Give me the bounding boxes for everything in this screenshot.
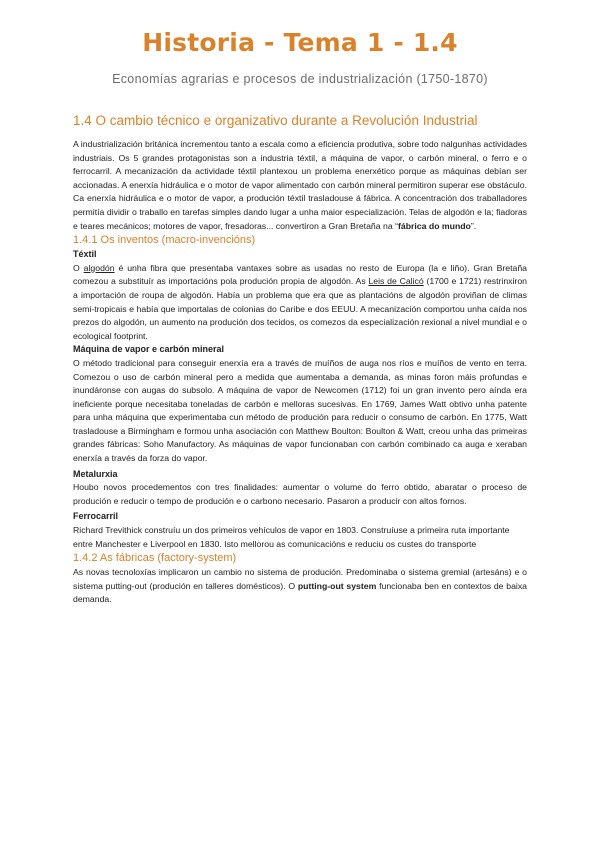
link-algodon[interactable]: algodón [83,262,115,273]
fabricas-text-a: As novas tecnoloxías implicaron un cambio no sistema de produción. Predominaba o sistema gremial (artesáns) e o sistema putting-out (produción en talleres domésticos). O [73,567,527,591]
heading-ferrocarril: Ferrocarril [73,511,119,522]
paragraph-metalurxia: Houbo novos procedementos con tres finalidades: aumentar o volume do ferro obtido, abaratar o proceso de produción e reducir o tempo de produción e o carbono necesario. Pasaron a producir con altos fornos. [73,482,527,506]
heading-metalurxia: Metalurxia [73,468,118,479]
heading-vapor: Máquina de vapor e carbón mineral [73,344,225,355]
page-subtitle: Economías agrarias e procesos de industrialización (1750-1870) [112,72,488,86]
paragraph-vapor: O método tradicional para conseguir enerxía era a través de muíños de auga nos ríos e muíños de vento en terra. Comezou o uso de carbón mineral pero a medida que aumentaba a demanda, as minas foron máis profundas e inundáronse con augas do subsolo. A máquina de vapor de Newcomen (1712) foi un gran invento pero aínda era ineficiente porque necesitaba toneladas de carbón e melloras sucesivas. En 1769, James Watt obtivo unha patente para unha máquina que experimentaba cun método de produción para reducir o consumo de carbón. En 1775, Watt trasladouse a Birmingham e formou unha asociación con Matthew Boulton: Boulton & Watt, creou unha das primeiras grandes fábricas: Soho Manufactory. As máquinas de vapor funcionaban con carbón combinado ca auga e xeraban enerxía a través da forza do vapor. [73,357,527,464]
link-leis-calico[interactable]: Leis de Calicó [368,276,424,287]
heading-textil: Téxtil [73,249,97,260]
fabricas-text-b: funcionaba ben en contextos de baixa demanda. [73,580,528,605]
intro-bold-phrase: fábrica do mundo [397,220,471,231]
section-heading: 1.4 O cambio técnico e organizativo durante a Revolución Industrial [73,113,478,128]
textil-text-c: (1700 e 1721) restrinxiron a importación de roupa de algodón. Había un problema que era que as plantacións de algodón proviñan de climas semi-tropicais e había que importalas de colonias do Caribe e dos EEUU. A mecanización comportou unha caída nos prezos do algodón, un aumento na produción dos tecidos, os comezos da especialización rexional a nivel mundial e o ecological footprint. [73,276,527,341]
paragraph-textil [73,262,527,344]
intro-text: A industrialización británica incrementou tanto a escala como a eficiencia produtiva, sobre todo nalgunhas actividades industriais. Os 5 grandes protagonistas son a industria téxtil, a máquina de vapor, o carbón mineral, o ferro e o ferrocarril. A mecanización da actividade téxtil plantexou un problema enerxético porque as máquinas debían ser accionadas. A enerxía hidráulica e o motor de vapor alimentado con carbón mineral permitiron superar ese obstáculo. Ca enerxía hidráulica e o motor de vapor, a produción téxtil trasladouse á fábrica. A concentración dos traballadores permitía dividir o traballo en tarefas simples dando lugar a unha maior especialización. Telas de algodón e la; fiadoras e teares mecánicos; motores de vapor, fresadoras... convertiron a Gran Bretaña na “ [73,139,527,231]
intro-tail: ”. [470,220,477,231]
fabricas-bold-phrase: putting-out system [297,580,377,591]
intro-paragraph [73,138,527,233]
document-body [73,112,527,607]
textil-text-a: O [73,262,84,273]
paragraph-ferrocarril: Richard Trevithick construíu un dos primeiros vehículos de vapor en 1803. Construíuse a primeira ruta importante entre Manchester e Liverpool en 1830. Isto mellorou as comunicacións e reduciu os custes do transporte [73,525,510,549]
paragraph-fabricas [73,566,527,607]
subsection-heading-inventos: 1.4.1 Os inventos (macro-invencións) [73,234,256,247]
page-title: Historia - Tema 1 - 1.4 [142,28,458,57]
textil-text-b: é unha fibra que presentaba vantaxes sobre as usadas no resto de Europa (la e liño). Gran Bretaña comezou a substituír as importacións pola produción propia de algodón. As [73,262,528,287]
subsection-heading-fabricas: 1.4.2 As fábricas (factory-system) [73,552,237,565]
